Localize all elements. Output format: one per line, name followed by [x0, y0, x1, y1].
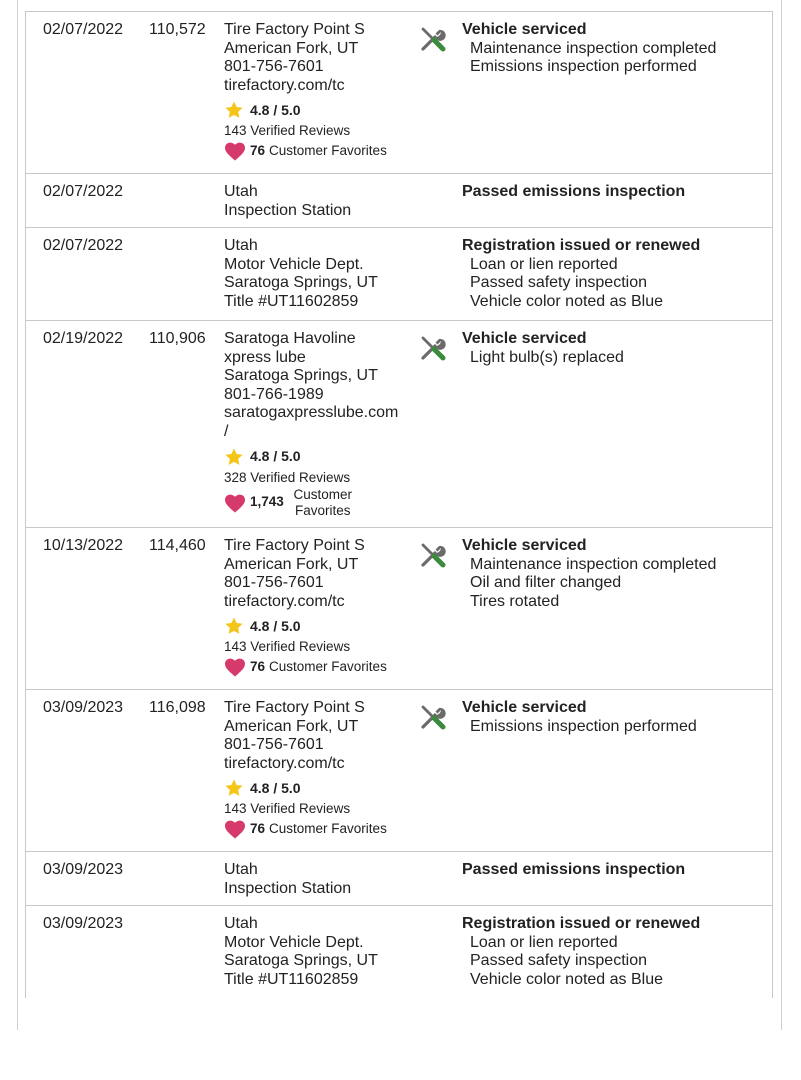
wrench-screwdriver-icon: [419, 540, 449, 570]
rating: [224, 446, 419, 468]
event-title: Passed emissions inspection: [462, 861, 686, 878]
heart-icon: [224, 141, 246, 161]
heart-icon: [224, 657, 246, 677]
heart-icon: [224, 493, 246, 513]
review-count[interactable]: 143 Verified Reviews: [224, 639, 351, 655]
event-detail: Loan or lien reported: [470, 255, 618, 273]
history-row: [26, 852, 772, 906]
favorites-label: Customer Favorites: [269, 143, 387, 159]
record-date: 02/07/2022: [43, 237, 124, 254]
customer-favorites: [224, 656, 419, 678]
favorites-label: Customer Favorites: [293, 486, 353, 518]
source-name-cont: xpress lube: [224, 348, 306, 366]
title-number: Title #UT11602859: [224, 970, 359, 988]
event-title: Registration issued or renewed: [462, 915, 701, 932]
event-title: Vehicle serviced: [462, 537, 587, 554]
source-info: [224, 699, 419, 840]
star-icon: [224, 447, 244, 467]
source-location: Saratoga Springs, UT: [224, 367, 378, 385]
event-detail: Tires rotated: [470, 592, 560, 610]
record-date: 02/19/2022: [43, 330, 124, 347]
title-number: Title #UT11602859: [224, 292, 359, 310]
star-icon: [224, 616, 244, 636]
source-name: Tire Factory Point S: [224, 21, 365, 38]
event-details: [462, 330, 762, 367]
review-count[interactable]: 143 Verified Reviews: [224, 801, 351, 817]
wrench-screwdriver-icon: [419, 702, 449, 732]
source-name: Utah: [224, 237, 258, 254]
source-phone[interactable]: 801-756-7601: [224, 574, 324, 592]
source-type: Inspection Station: [224, 879, 352, 897]
source-website-cont[interactable]: /: [224, 422, 229, 440]
event-title: Vehicle serviced: [462, 21, 587, 38]
source-website[interactable]: saratogaxpresslube.com: [224, 404, 399, 422]
event-detail: Passed safety inspection: [470, 274, 647, 292]
event-title: Vehicle serviced: [462, 699, 587, 716]
vehicle-history-table: [25, 11, 773, 998]
source-info: [224, 183, 419, 220]
history-row: [26, 12, 772, 174]
odometer-reading: 114,460: [149, 537, 206, 554]
history-row: [26, 174, 772, 228]
history-row: [26, 906, 772, 998]
event-details: [462, 537, 762, 611]
customer-favorites: [224, 818, 419, 840]
history-row: [26, 690, 772, 852]
history-row: [26, 228, 772, 321]
star-icon: [224, 100, 244, 120]
wrench-screwdriver-icon: [419, 333, 449, 363]
event-detail: Light bulb(s) replaced: [470, 348, 624, 366]
rating-value: 4.8 / 5.0: [250, 618, 301, 635]
review-count[interactable]: 328 Verified Reviews: [224, 469, 351, 485]
wrench-screwdriver-icon: [419, 24, 449, 54]
record-date: 03/09/2023: [43, 915, 124, 932]
star-icon: [224, 778, 244, 798]
history-row: [26, 528, 772, 690]
favorites-count: 1,743: [250, 494, 284, 510]
favorites-label: Customer Favorites: [269, 659, 387, 675]
source-phone[interactable]: 801-756-7601: [224, 736, 324, 754]
source-location: American Fork, UT: [224, 717, 359, 735]
rating-value: 4.8 / 5.0: [250, 102, 301, 119]
source-location: Saratoga Springs, UT: [224, 274, 378, 292]
source-info: [224, 237, 419, 311]
source-info: [224, 915, 419, 989]
source-location: American Fork, UT: [224, 555, 359, 573]
event-details: [462, 699, 762, 736]
source-name: Utah: [224, 915, 258, 932]
source-name: Saratoga Havoline: [224, 330, 356, 347]
rating: [224, 615, 419, 637]
event-detail: Emissions inspection performed: [470, 717, 697, 735]
record-date: 02/07/2022: [43, 183, 124, 200]
source-website[interactable]: tirefactory.com/tc: [224, 754, 345, 772]
event-detail: Vehicle color noted as Blue: [470, 292, 664, 310]
odometer-reading: 110,906: [149, 330, 206, 347]
favorites-count: 76: [250, 659, 266, 675]
source-location: American Fork, UT: [224, 39, 359, 57]
event-detail: Maintenance inspection completed: [470, 39, 717, 57]
heart-icon: [224, 819, 246, 839]
source-website[interactable]: tirefactory.com/tc: [224, 592, 345, 610]
customer-favorites: [224, 140, 419, 162]
odometer-reading: 116,098: [149, 699, 206, 716]
rating-value: 4.8 / 5.0: [250, 448, 301, 465]
source-phone[interactable]: 801-756-7601: [224, 58, 324, 76]
source-agency: Motor Vehicle Dept.: [224, 255, 364, 273]
source-name: Utah: [224, 183, 258, 200]
event-title: Passed emissions inspection: [462, 183, 686, 200]
source-info: [224, 21, 419, 162]
odometer-reading: 110,572: [149, 21, 206, 38]
source-name: Tire Factory Point S: [224, 537, 365, 554]
source-phone[interactable]: 801-766-1989: [224, 385, 324, 403]
event-detail: Loan or lien reported: [470, 933, 618, 951]
rating: [224, 99, 419, 121]
review-count[interactable]: 143 Verified Reviews: [224, 123, 351, 139]
record-date: 10/13/2022: [43, 537, 124, 554]
event-detail: Emissions inspection performed: [470, 58, 697, 76]
source-name: Tire Factory Point S: [224, 699, 365, 716]
record-date: 02/07/2022: [43, 21, 124, 38]
event-title: Vehicle serviced: [462, 330, 587, 347]
source-location: Saratoga Springs, UT: [224, 952, 378, 970]
event-detail: Maintenance inspection completed: [470, 555, 717, 573]
record-date: 03/09/2023: [43, 699, 124, 716]
history-row: [26, 321, 772, 528]
source-info: [224, 861, 419, 898]
event-details: [462, 183, 762, 202]
rating: [224, 777, 419, 799]
event-details: [462, 21, 762, 77]
favorites-count: 76: [250, 821, 266, 837]
event-details: [462, 861, 762, 880]
event-detail: Vehicle color noted as Blue: [470, 970, 664, 988]
record-date: 03/09/2023: [43, 861, 124, 878]
favorites-label: Customer Favorites: [269, 821, 387, 837]
source-agency: Motor Vehicle Dept.: [224, 933, 364, 951]
source-type: Inspection Station: [224, 201, 352, 219]
favorites-count: 76: [250, 143, 266, 159]
event-title: Registration issued or renewed: [462, 237, 701, 254]
source-website[interactable]: tirefactory.com/tc: [224, 76, 345, 94]
customer-favorites: [224, 487, 419, 519]
rating-value: 4.8 / 5.0: [250, 780, 301, 797]
source-info: [224, 537, 419, 678]
event-detail: Oil and filter changed: [470, 574, 622, 592]
event-details: [462, 237, 762, 311]
event-details: [462, 915, 762, 989]
event-detail: Passed safety inspection: [470, 952, 647, 970]
source-info: [224, 330, 419, 519]
source-name: Utah: [224, 861, 258, 878]
